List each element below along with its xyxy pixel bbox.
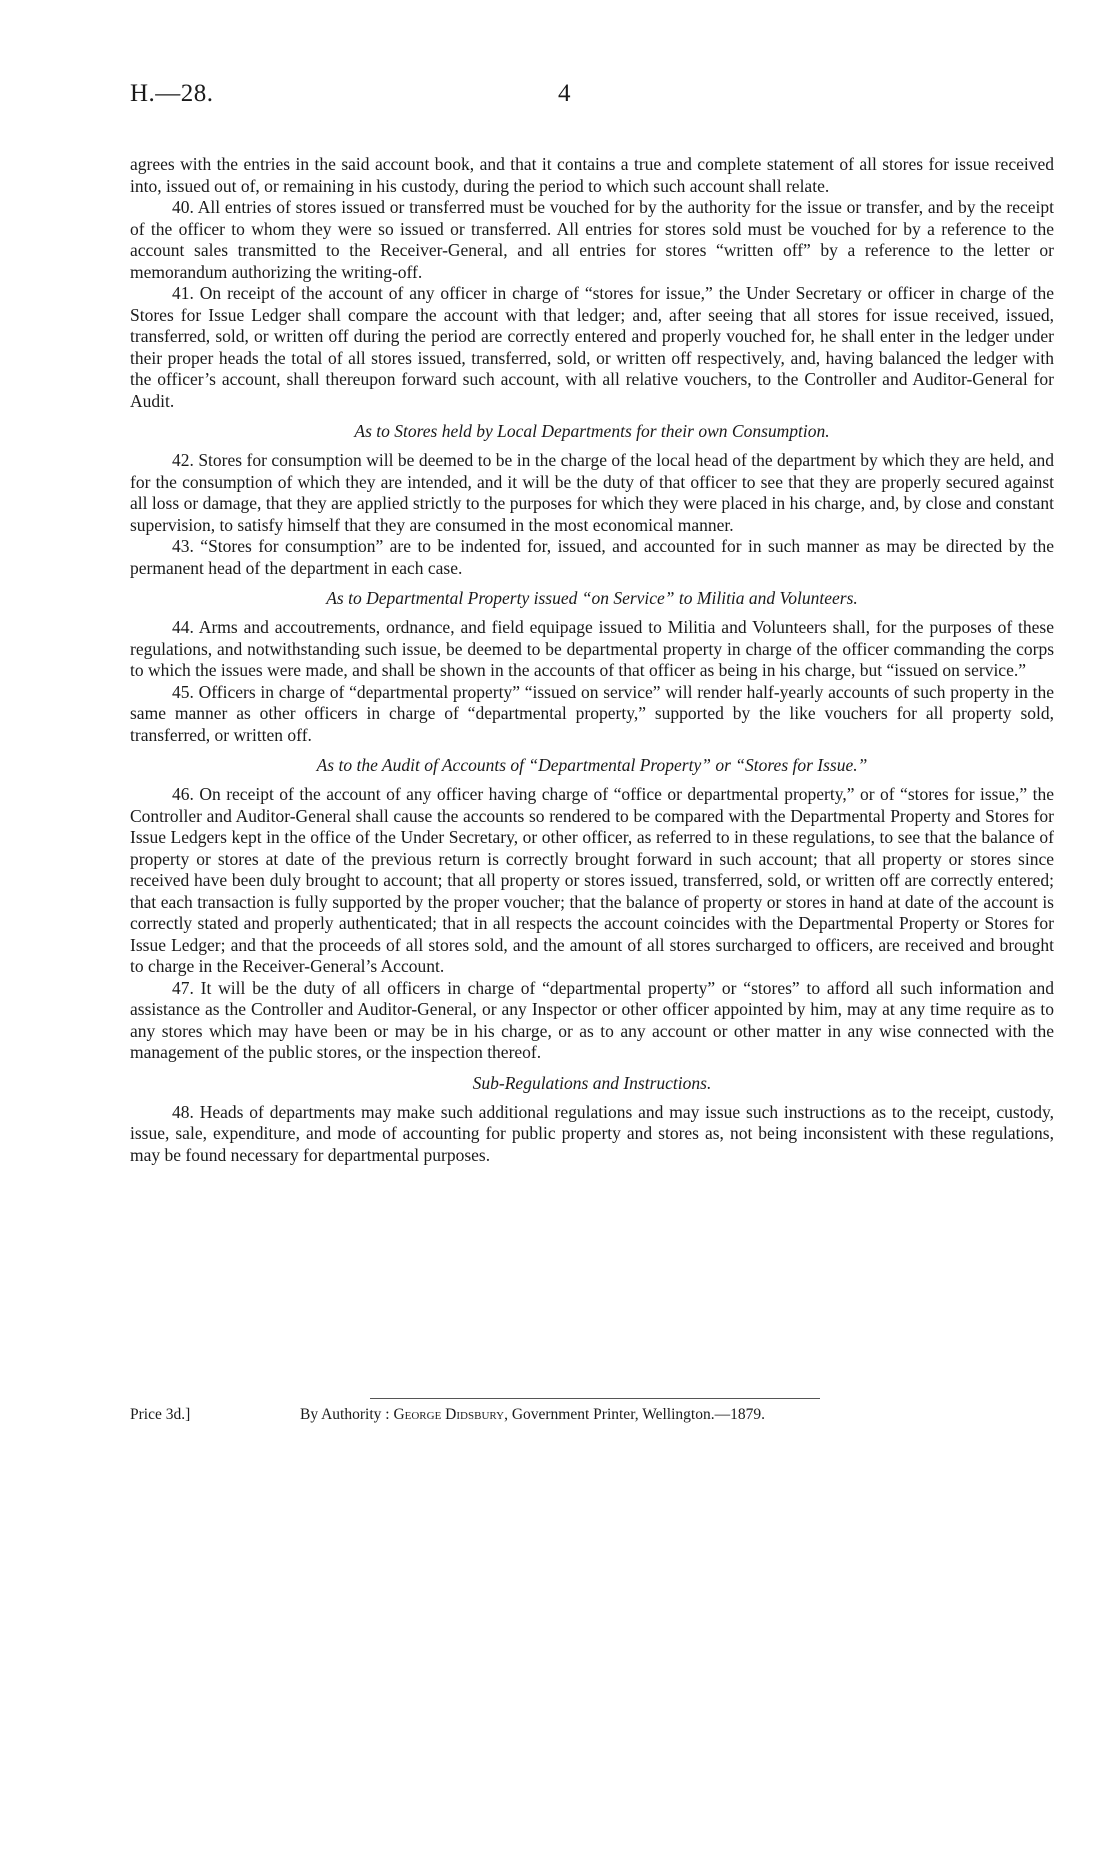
paragraph-46: 46. On receipt of the account of any officer having charge of “office or departmental property,” or of “stores for issue,” the Controller and Auditor-General shall cause the accounts so rendered to be compared with the Departmental Property and Stores for Issue Ledgers kept in the office of the Under Secretary, or other officer, as referred to in these regulations, to see that the balance of property or stores at date of the previous return is correctly brought forward in such account; that all property or stores since received have been duly brought to account; that all property or stores issued, transferred, sold, or written off are correctly entered; that each transaction is fully supported by the proper voucher; that the balance of property or stores in hand at date of the account is correctly stated and properly authenticated; that in all respects the account coincides with the Departmental Property or Stores for Issue Ledger; and that the proceeds of all stores sold, and the amount of all stores surcharged to officers, are received and brought to charge in the Receiver-General’s Account. bbox=[130, 784, 1054, 976]
printer-imprint bbox=[300, 1406, 765, 1424]
section-heading-militia-volunteers: As to Departmental Property issued “on Service” to Militia and Volunteers. bbox=[326, 588, 858, 608]
section-heading-sub-regulations: Sub-Regulations and Instructions. bbox=[472, 1072, 712, 1093]
page-footer bbox=[130, 1406, 1054, 1432]
paragraph-45: 45. Officers in charge of “departmental property” “issued on service” will render half-yearly accounts of such property in the same manner as other officers in charge of “departmental property,” supported by the like vouchers for all property sold, transferred, or written off. bbox=[130, 681, 1054, 745]
price-label: Price 3d.] bbox=[130, 1406, 191, 1423]
section-heading-audit-of-accounts: As to the Audit of Accounts of “Departmental Property” or “Stores for Issue.” bbox=[316, 755, 868, 775]
imprint-prefix: By Authority : bbox=[300, 1406, 390, 1423]
paragraph-continued: agrees with the entries in the said account book, and that it contains a true and complete statement of all stores for issue received into, issued out of, or remaining in his custody, during the period to which such account shall relate. bbox=[130, 154, 1054, 196]
document-reference: H.—28. bbox=[130, 80, 214, 107]
paragraph-48: 48. Heads of departments may make such additional regulations and may issue such instructions as to the receipt, custody, issue, sale, expenditure, and mode of accounting for public property and stores as, not being inconsistent with these regulations, may be found necessary for departmental purposes. bbox=[130, 1101, 1054, 1165]
imprint-suffix: , Government Printer, Wellington.—1879. bbox=[504, 1406, 765, 1423]
paragraph-41: 41. On receipt of the account of any officer in charge of “stores for issue,” the Under Secretary or officer in charge of the Stores for Issue Ledger shall compare the account with that ledger; and, after seeing that all stores for issue received, issued, transferred, sold, or written off during the period are correctly entered and properly vouched for, he shall enter in the ledger under their proper heads the total of all stores issued, transferred, sold, or written off respectively, and, having balanced the ledger with the officer’s account, shall thereupon forward such account, with all relative vouchers, to the Controller and Auditor-General for Audit. bbox=[130, 283, 1054, 411]
page-header bbox=[130, 80, 1018, 116]
page-number: 4 bbox=[558, 80, 571, 107]
paragraph-40: 40. All entries of stores issued or transferred must be vouched for by the authority for the issue or transfer, and by the receipt of the officer to whom they were so issued or transferred. All entries for stores sold must be vouched for by a reference to the account sales transmitted to the Receiver-General, and all entries for stores “written off” by a reference to the letter or memorandum authorizing the writing-off. bbox=[130, 197, 1054, 282]
footer-divider bbox=[370, 1398, 820, 1399]
paragraph-47: 47. It will be the duty of all officers in charge of “departmental property” or “stores” to afford all such information and assistance as the Controller and Auditor-General, or any Inspector or other officer appointed by him, may at any time require as to any stores which may have been or may be in his charge, or as to any account or other matter in any wise connected with the management of the public stores, or the inspection thereof. bbox=[130, 977, 1054, 1062]
printer-name: George Didsbury bbox=[393, 1406, 505, 1423]
paragraph-42: 42. Stores for consumption will be deemed to be in the charge of the local head of the department by which they are held, and for the consumption of which they are intended, and it will be the duty of that officer to see that they are properly secured against all loss or damage, that they are applied strictly to the purposes for which they were placed in his charge, and, by close and constant supervision, to satisfy himself that they are consumed in the most economical manner. bbox=[130, 450, 1054, 535]
section-heading-local-departments: As to Stores held by Local Departments for their own Consumption. bbox=[354, 421, 830, 441]
paragraph-43: 43. “Stores for consumption” are to be indented for, issued, and accounted for in such manner as may be directed by the permanent head of the department in each case. bbox=[130, 536, 1054, 578]
document-body bbox=[130, 154, 1054, 1166]
paragraph-44: 44. Arms and accoutrements, ordnance, and field equipage issued to Militia and Volunteers shall, for the purposes of these regulations, and notwithstanding such issue, be deemed to be departmental property in charge of the officer commanding the corps to which the issues were made, and shall be shown in the accounts of that officer as being in his charge, but “issued on service.” bbox=[130, 617, 1054, 680]
